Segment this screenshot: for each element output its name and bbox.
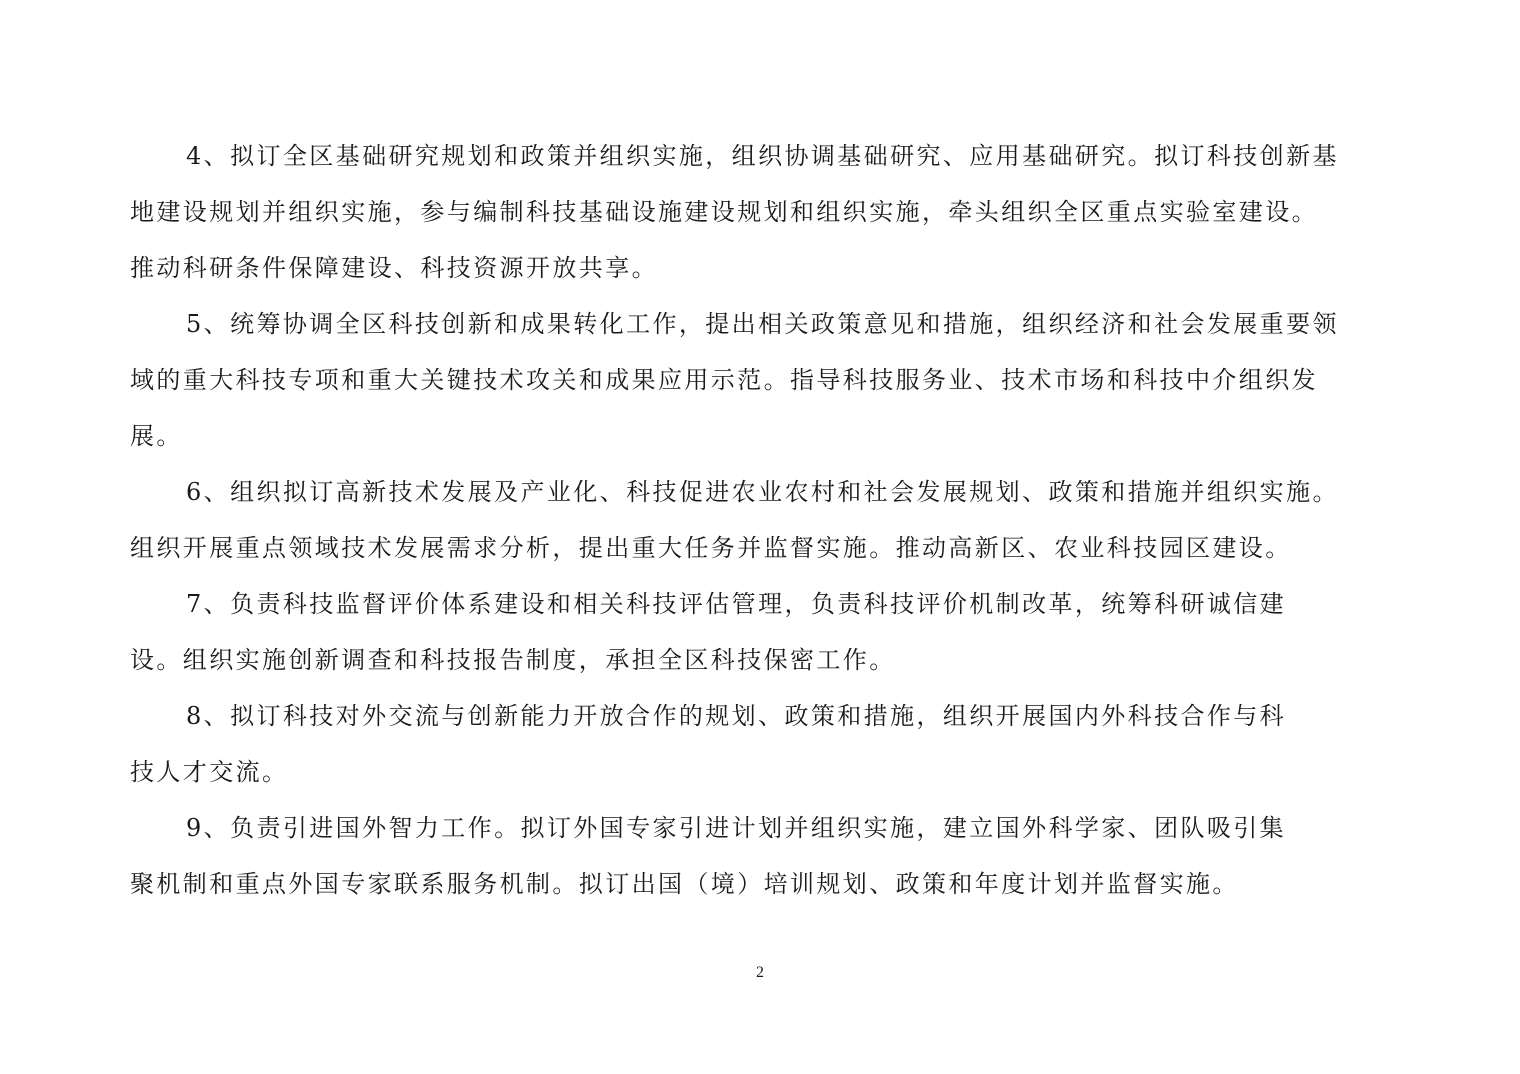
paragraph-line: 4、拟订全区基础研究规划和政策并组织实施，组织协调基础研究、应用基础研究。拟订科技创新基 bbox=[186, 142, 1339, 170]
paragraph-item-8 bbox=[130, 688, 1392, 800]
paragraph-line: 8、拟订科技对外交流与创新能力开放合作的规划、政策和措施，组织开展国内外科技合作与科 bbox=[186, 702, 1287, 730]
paragraph-line: 7、负责科技监督评价体系建设和相关科技评估管理，负责科技评价机制改革，统筹科研诚信建 bbox=[186, 590, 1287, 618]
paragraph-item-5 bbox=[130, 296, 1392, 464]
paragraph-line: 推动科研条件保障建设、科技资源开放共享。 bbox=[130, 254, 658, 282]
paragraph-line: 5、统筹协调全区科技创新和成果转化工作，提出相关政策意见和措施，组织经济和社会发展重要领 bbox=[186, 310, 1339, 338]
paragraph-item-7 bbox=[130, 576, 1392, 688]
paragraph-item-9 bbox=[130, 800, 1392, 912]
paragraph-line: 技人才交流。 bbox=[130, 758, 289, 786]
paragraph-line: 6、组织拟订高新技术发展及产业化、科技促进农业农村和社会发展规划、政策和措施并组织实施。 bbox=[186, 478, 1339, 506]
paragraph-line: 9、负责引进国外智力工作。拟订外国专家引进计划并组织实施，建立国外科学家、团队吸引集 bbox=[186, 814, 1287, 842]
document-body bbox=[130, 128, 1392, 912]
page-number: 2 bbox=[756, 964, 764, 981]
paragraph-item-6 bbox=[130, 464, 1392, 576]
paragraph-line: 域的重大科技专项和重大关键技术攻关和成果应用示范。指导科技服务业、技术市场和科技中介组织发 bbox=[130, 366, 1318, 394]
paragraph-line: 组织开展重点领域技术发展需求分析，提出重大任务并监督实施。推动高新区、农业科技园区建设。 bbox=[130, 534, 1292, 562]
paragraph-item-4 bbox=[130, 128, 1392, 296]
paragraph-line: 设。组织实施创新调查和科技报告制度，承担全区科技保密工作。 bbox=[130, 646, 896, 674]
paragraph-line: 聚机制和重点外国专家联系服务机制。拟订出国（境）培训规划、政策和年度计划并监督实施。 bbox=[130, 870, 1239, 898]
paragraph-line: 展。 bbox=[130, 422, 183, 450]
paragraph-line: 地建设规划并组织实施，参与编制科技基础设施建设规划和组织实施，牵头组织全区重点实验室建设。 bbox=[130, 198, 1318, 226]
